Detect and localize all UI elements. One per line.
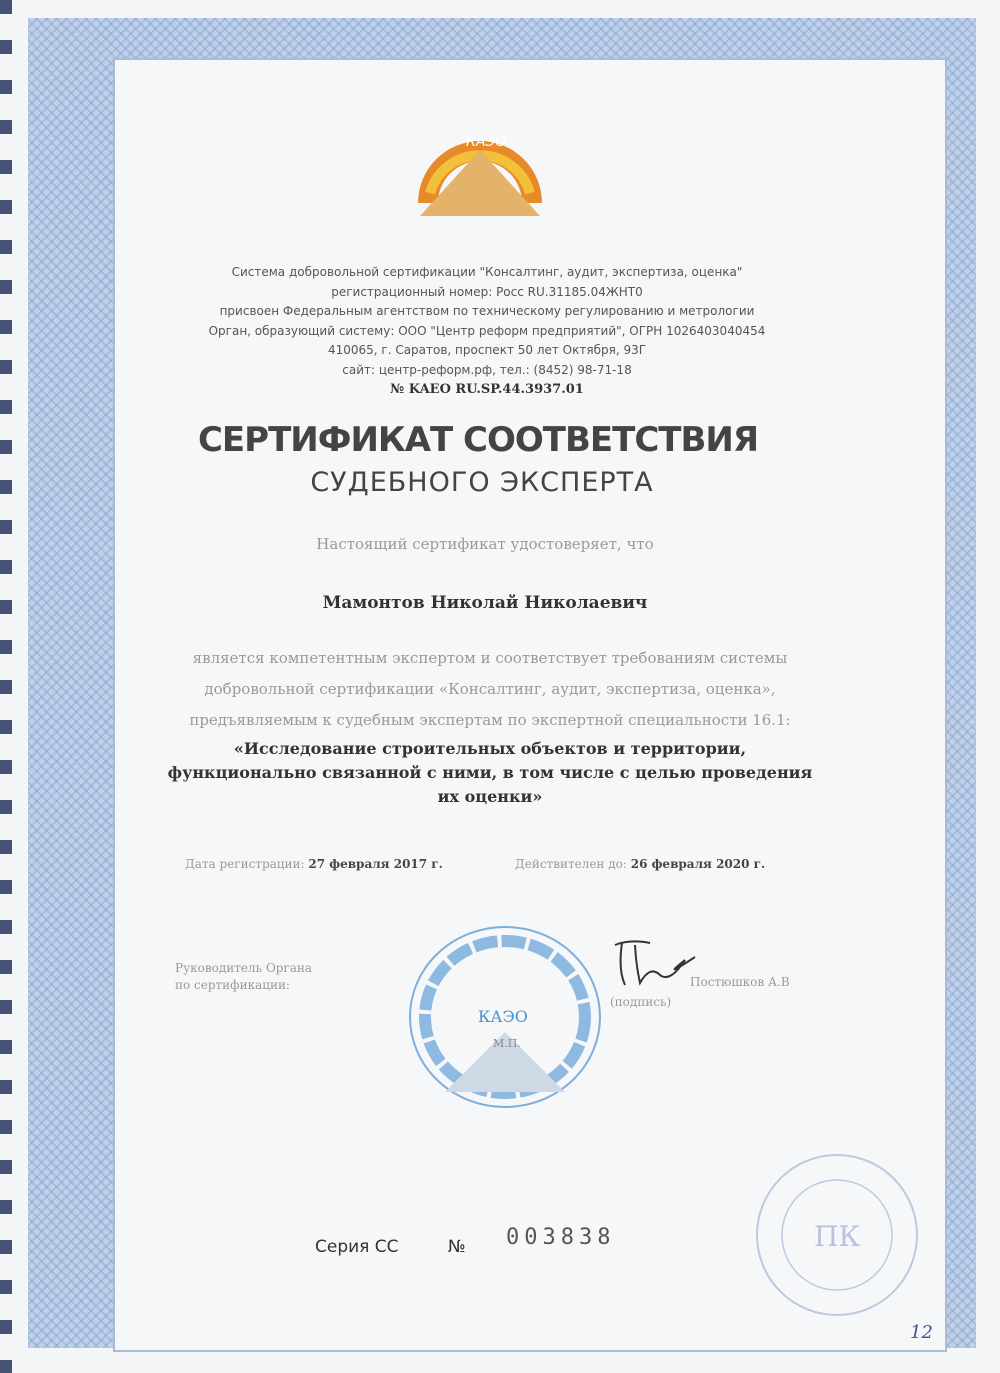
series-label: Серия СС xyxy=(315,1237,399,1257)
stamp-mp: М.П. xyxy=(493,1037,521,1050)
signer-name: Постюшков А.В xyxy=(690,975,790,989)
info-line: регистрационный номер: Росс RU.31185.04ЖНТ0 xyxy=(331,284,643,299)
specialty xyxy=(0,737,990,809)
registration-number: № KAEO RU.SP.44.3937.01 xyxy=(390,382,584,397)
body-line: предъявляемым к судебным экспертам по экспертной специальности 16.1: xyxy=(189,711,791,729)
body-line: является компетентным экспертом и соответствует требованиям системы xyxy=(192,649,788,667)
registration-date-label: Дата регистрации: xyxy=(185,857,305,871)
valid-until-label: Действителен до: xyxy=(515,857,627,871)
info-line: сайт: центр-реформ.рф, тел.: (8452) 98-71-18 xyxy=(342,362,632,377)
info-line: 410065, г. Саратов, проспект 50 лет Октября, 93Г xyxy=(327,343,647,357)
info-line: Система добровольной сертификации "Консалтинг, аудит, экспертиза, оценка" xyxy=(231,265,743,279)
handwritten-page-number: 12 xyxy=(910,1322,933,1343)
holder-name: Мамонтов Николай Николаевич xyxy=(322,593,648,613)
issuer-info xyxy=(0,263,987,400)
role-line: Руководитель Органа xyxy=(175,961,313,975)
info-line: присвоен Федеральным агентством по техническому регулированию и метрологии xyxy=(219,304,755,318)
valid-until-value: 26 февраля 2020 г. xyxy=(630,857,766,871)
logo-text: КАЭО xyxy=(466,134,507,150)
registration-date-value: 27 февраля 2017 г. xyxy=(308,857,443,871)
role-line: по сертификации: xyxy=(175,978,290,992)
certificate-subtitle: СУДЕБНОГО ЭКСПЕРТА xyxy=(310,467,654,498)
signature-caption: (подпись) xyxy=(610,995,672,1009)
info-line: Орган, образующий систему: ООО "Центр реформ предприятий", ОГРН 1026403040454 xyxy=(208,323,766,338)
company-stamp xyxy=(752,1150,922,1320)
stamp-text: КАЭО xyxy=(478,1007,528,1026)
body-line: добровольной сертификации «Консалтинг, аудит, экспертиза, оценка», xyxy=(204,680,776,698)
svg-text:ПК: ПК xyxy=(814,1220,861,1253)
certificate-number: 003838 xyxy=(506,1225,616,1250)
intro-text: Настоящий сертификат удостоверяет, что xyxy=(316,535,654,553)
specialty-line: «Исследование строительных объектов и территории, xyxy=(233,739,747,758)
specialty-line: функционально связанной с ними, в том числе с целью проведения xyxy=(167,763,813,782)
certificate-title: СЕРТИФИКАТ СООТВЕТСТВИЯ xyxy=(197,420,759,460)
valid-until xyxy=(515,857,765,871)
official-stamp xyxy=(405,922,605,1112)
specialty-line: их оценки» xyxy=(437,787,543,806)
handwritten-signature xyxy=(600,935,700,995)
registration-date xyxy=(185,857,443,871)
body-text xyxy=(0,643,990,736)
signer-role xyxy=(175,960,312,994)
kaeo-logo xyxy=(400,88,560,238)
number-label: № xyxy=(448,1237,466,1257)
